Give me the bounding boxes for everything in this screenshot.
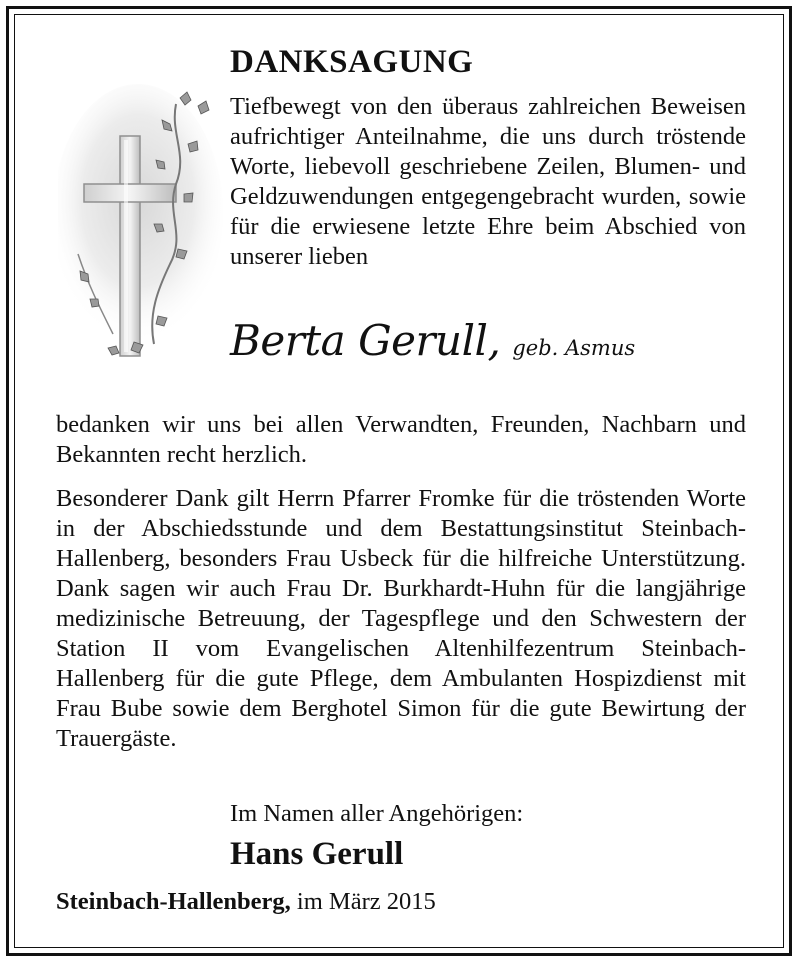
date-text: im März 2015 <box>290 888 436 915</box>
thanks-paragraph: bedanken wir uns bei allen Verwandten, Freunden, Nachbarn und Bekannten recht herzlich. <box>56 411 746 468</box>
maiden-name: geb. Asmus <box>512 336 636 360</box>
deceased-name-line <box>230 316 760 365</box>
signer-name: Hans Gerull <box>230 836 404 872</box>
place-date-line <box>56 888 436 916</box>
special-thanks-paragraph: Besonderer Dank gilt Herrn Pfarrer Fromke für die tröstenden Worte in der Abschiedsstunde und dem Bestattungsinstitut Steinbach-Hallenberg, besonders Frau Usbeck für die hilfreiche Unterstützung. Dank sagen wir auch Frau Dr. Burkhardt-Huhn für die langjährige medizinische Betreuung, der Tagespflege und den Schwestern der Station II vom Evangelischen Altenhilfezentrum Steinbach-Hallenberg für die gute Pflege, dem Ambulanten Hospizdienst mit Frau Bube sowie dem Berghotel Simon für die gute Bewirtung der Trauergäste. <box>56 485 746 752</box>
notice-title: DANKSAGUNG <box>230 44 474 80</box>
intro-text: Tiefbewegt von den überaus zahlreichen Beweisen aufrichtiger Anteilnahme, die uns durch tröstende Worte, liebevoll geschriebene Zeilen, Blumen- und Geldzuwendungen entgegengebracht wurden, sowie für die erwiesene letzte Ehre beim Abschied von unserer lieben <box>230 93 746 270</box>
place-name: Steinbach-Hallenberg, <box>56 888 291 915</box>
cross-with-ivy-icon <box>58 84 228 384</box>
closing-line: Im Namen aller Angehörigen: <box>230 800 524 827</box>
deceased-name: Berta Gerull, <box>230 316 501 365</box>
